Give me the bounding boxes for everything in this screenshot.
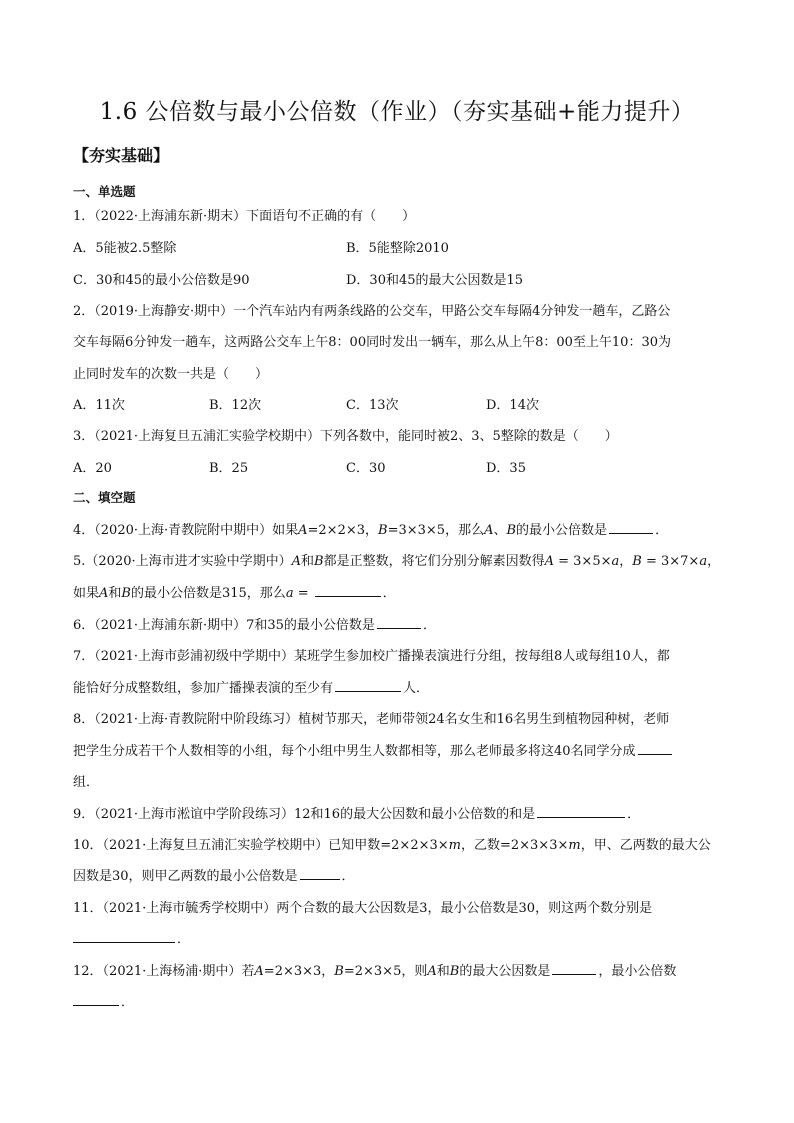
question-7-line-2 — [73, 677, 733, 696]
question-2-option-b: B．12次 — [209, 398, 262, 413]
question-8-text: 把学生分成若干个人数相等的小组，每个小组中男生人数都相等，那么老师最多将这40名同学分成 — [73, 744, 636, 759]
question-2-option-a: A．11次 — [73, 398, 125, 413]
section-heading: 【夯实基础】 — [73, 146, 170, 165]
page-title: 1.6 公倍数与最小公倍数（作业）（夯实基础+能力提升） — [99, 99, 695, 125]
question-4-text-3: =3×3×5，那么 — [387, 523, 485, 538]
question-3-stem: 3．（2021·上海复旦五浦汇实验学校期中）下列各数中，能同时被2、3、5整除的数是（ ） — [73, 429, 618, 444]
question-1-option-d: D．30和45的最大公因数是15 — [346, 273, 524, 288]
question-2-line-1: 2．（2019·上海静安·期中）一个汽车站内有两条线路的公交车，甲路公交车每隔4分钟发一趟车，乙路公 — [73, 304, 671, 319]
question-10-end: ． — [341, 869, 355, 884]
var-a: A — [291, 554, 302, 569]
question-5-text: 的最小公倍数是315，那么 — [130, 586, 286, 601]
question-7-text: 能恰好分成整数组，参加广播操表演的至少有 — [73, 681, 334, 696]
question-10-text: 10．（2021·上海复旦五浦汇实验学校期中）已知甲数=2×2×3× — [73, 838, 449, 853]
question-12-text: =2×3×3， — [263, 964, 335, 979]
var-lower-a: a — [285, 586, 294, 601]
question-11-line-1: 11．（2021·上海市毓秀学校期中）两个合数的最大公因数是3，最小公倍数是30，则这两个数分别是 — [73, 901, 653, 916]
question-12-text: 和 — [436, 964, 450, 979]
question-5-text: 和 — [301, 554, 315, 569]
question-7-line-1: 7．（2021·上海市彭浦初级中学期中）某班学生参加校广播操表演进行分组，按每组8人或每组10人，都 — [73, 649, 670, 664]
answer-blank[interactable] — [537, 805, 625, 818]
question-12-line-2 — [73, 991, 733, 1010]
var-a: A — [427, 964, 437, 979]
question-4-text-4: 、 — [493, 523, 507, 538]
question-5-text: 和 — [108, 586, 122, 601]
question-8-line-2 — [73, 740, 733, 759]
question-2-option-c: C．13次 — [346, 398, 399, 413]
var-b: B — [449, 964, 460, 979]
var-b: B — [121, 586, 131, 601]
question-5-text: 如果 — [73, 586, 100, 601]
question-1-option-a: A．5能被2.5整除 — [73, 241, 177, 256]
question-3-option-c: C．30 — [346, 461, 386, 476]
question-5-end: ． — [382, 586, 396, 601]
question-2-line-3: 止同时发车的次数一共是（ ） — [73, 367, 269, 382]
question-12-end: ． — [121, 995, 135, 1010]
answer-blank[interactable] — [73, 930, 175, 943]
answer-blank[interactable] — [638, 742, 672, 755]
question-11-end: ． — [177, 932, 191, 947]
question-4-text-2: =2×2×3， — [307, 523, 379, 538]
question-12-line-1 — [73, 960, 733, 979]
question-12-text: 的最大公因数是 — [459, 964, 551, 979]
answer-blank[interactable] — [315, 584, 381, 597]
var-b: B — [334, 964, 344, 979]
question-4 — [73, 519, 733, 538]
var-a: A — [544, 554, 554, 569]
question-5-line-2 — [73, 582, 733, 601]
var-b: B — [506, 523, 517, 538]
question-5-text: 5.（2020·上海市进才实验中学期中） — [73, 554, 292, 569]
question-9-text: 9．（2021·上海市淞谊中学阶段练习）12和16的最大公因数和最小公倍数的和是 — [73, 807, 536, 822]
question-9-end: ． — [627, 807, 641, 822]
question-1-option-c: C．30和45的最小公倍数是90 — [73, 273, 250, 288]
question-2-line-2: 交车每隔6分钟发一趟车，这两路公交车上午8：00同时发出一辆车，那么从上午8：00至上午10：30为 — [73, 335, 671, 350]
answer-blank[interactable] — [552, 962, 596, 975]
question-10-text: ，甲、乙两数的最大公 — [580, 838, 711, 853]
answer-blank[interactable] — [73, 993, 119, 1006]
question-10-line-2 — [73, 865, 733, 884]
answer-blank[interactable] — [335, 679, 401, 692]
question-3-option-a: A．20 — [73, 461, 112, 476]
var-b: B — [314, 554, 324, 569]
var-a: A — [484, 523, 494, 538]
question-6-end: ． — [422, 618, 436, 633]
var-a: A — [254, 964, 264, 979]
question-10-line-1 — [73, 834, 733, 853]
part-heading-fill-blank: 二、填空题 — [73, 490, 136, 505]
var-a: A — [99, 586, 109, 601]
answer-blank[interactable] — [609, 521, 653, 534]
var-m: m — [448, 838, 461, 853]
question-1-stem: 1．（2022·上海浦东新·期末）下面语句不正确的有（ ） — [73, 209, 416, 224]
var-a: A — [298, 523, 308, 538]
question-6-text: 6．（2021·上海浦东新·期中）7和35的最小公倍数是 — [73, 618, 375, 633]
var-b: B — [378, 523, 388, 538]
question-10-text: ，乙数=2×3×3× — [460, 838, 569, 853]
answer-blank[interactable] — [300, 867, 340, 880]
question-2-option-d: D．14次 — [486, 398, 539, 413]
question-3-option-b: B．25 — [209, 461, 249, 476]
question-11-line-2 — [73, 928, 733, 947]
question-10-text: 因数是30，则甲乙两数的最小公倍数是 — [73, 869, 298, 884]
question-5-text: 都是正整数，将它们分别分解素因数得 — [323, 554, 545, 569]
question-8-line-1: 8．（2021·上海·青教院附中阶段练习）植树节那天，老师带领24名女生和16名男生到植物园种树，老师 — [73, 712, 670, 727]
question-5-text: = — [293, 586, 313, 601]
question-5-equation: = 3×7× — [641, 554, 700, 569]
var-lower-a: a — [611, 554, 620, 569]
question-3-option-d: D．35 — [486, 461, 526, 476]
var-b: B — [632, 554, 642, 569]
question-9 — [73, 803, 733, 822]
question-4-end: ． — [655, 523, 669, 538]
var-m: m — [568, 838, 581, 853]
question-5-text: ， — [707, 554, 721, 569]
question-12-text: 12．（2021·上海杨浦·期中）若 — [73, 964, 255, 979]
question-1-option-b: B．5能整除2010 — [346, 241, 449, 256]
question-5-text: ， — [619, 554, 633, 569]
question-6 — [73, 614, 733, 633]
question-5-equation: = 3×5× — [554, 554, 612, 569]
question-4-text-1: 4．（2020·上海·青教院附中期中）如果 — [73, 523, 299, 538]
question-12-text: =2×3×5，则 — [343, 964, 428, 979]
question-12-text: ，最小公倍数 — [598, 964, 677, 979]
var-lower-a: a — [699, 554, 708, 569]
question-7-end: 人． — [403, 681, 430, 696]
question-8-line-3: 组． — [73, 775, 100, 790]
question-5-line-1 — [73, 550, 733, 569]
answer-blank[interactable] — [377, 616, 421, 629]
question-4-text-5: 的最小公倍数是 — [516, 523, 608, 538]
part-heading-single-choice: 一、单选题 — [73, 184, 136, 199]
